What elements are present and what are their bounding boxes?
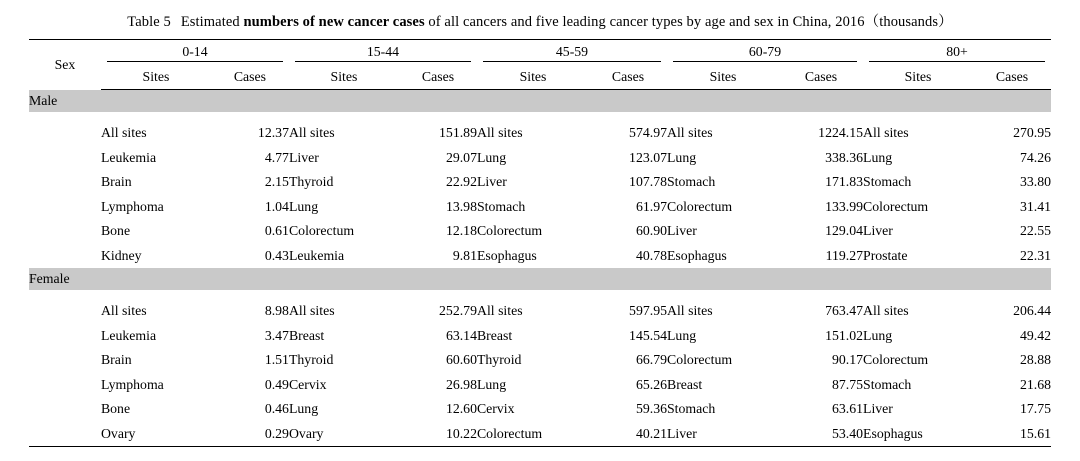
cases-cell: 0.49 [264,376,289,392]
table-row [29,170,1051,195]
cases-cell: 119.27 [825,247,864,263]
site-cell: Thyroid [288,174,334,190]
cases-cell: 338.36 [825,149,864,165]
cases-cell: 12.60 [445,401,477,417]
cases-cell: 270.95 [1013,125,1052,141]
cases-cell: 12.37 [257,125,289,141]
table-number: Table 5 [127,14,171,30]
table-row [29,422,1051,447]
cases-cell: 87.75 [831,376,864,392]
cases-cell: 66.79 [635,352,667,368]
cases-cell: 171.83 [825,174,864,190]
cases-cell: 63.14 [445,327,477,343]
site-cell: Kidney [100,247,142,263]
cases-cell: 40.78 [635,247,667,263]
header-sites-3: Sites [667,65,779,90]
site-cell: Colorectum [863,352,929,368]
site-cell: Esophagus [667,247,727,263]
row-indent [29,121,101,146]
cases-cell: 0.29 [211,422,289,447]
header-group-45-59 [477,40,667,66]
header-group-0-14 [101,40,289,66]
site-cell: All sites [863,303,909,319]
site-cell: Colorectum [288,223,355,239]
cases-cell: 151.89 [439,125,477,141]
site-cell: All sites [476,303,523,319]
table-row [29,397,1051,422]
site-cell: Brain [100,174,132,190]
row-indent [29,299,101,324]
site-cell: Stomach [476,198,526,214]
table-row [29,219,1051,244]
site-cell: Colorectum [476,223,543,239]
cases-cell: 2.15 [264,174,289,190]
table-row [29,373,1051,398]
site-cell: Ovary [101,422,211,447]
row-indent [29,219,101,244]
cases-cell: 31.41 [1019,198,1052,214]
site-cell: Cervix [288,376,327,392]
site-cell: Leukemia [288,247,345,263]
cases-cell: 145.54 [629,327,667,343]
cases-cell: 60.90 [635,223,667,239]
table-row [29,146,1051,171]
table-row [29,195,1051,220]
cases-cell: 22.92 [445,174,477,190]
cases-cell: 65.26 [635,376,667,392]
cases-cell: 90.17 [831,352,864,368]
row-indent [29,146,101,171]
cases-cell: 33.80 [1019,174,1052,190]
site-cell: Lung [667,149,697,165]
cases-cell: 252.79 [439,303,477,319]
table-row [29,348,1051,373]
site-cell: All sites [100,125,147,141]
header-sites-0: Sites [101,65,211,90]
header-group-label: 0-14 [107,44,283,62]
site-cell: Bone [100,401,131,417]
cases-cell: 129.04 [825,223,864,239]
site-cell: Liver [667,422,779,447]
site-cell: Esophagus [476,247,537,263]
spacer-row [29,290,1051,299]
cases-cell: 26.98 [445,376,477,392]
cases-cell: 8.98 [264,303,289,319]
header-cases-4: Cases [973,65,1051,90]
header-group-60-79 [667,40,863,66]
site-cell: Lymphoma [100,376,164,392]
site-cell: Stomach [667,401,716,417]
caption-text-after: of all cancers and five leading cancer types by age and sex in China, 2016（thousands） [424,14,953,30]
cases-cell: 3.47 [264,327,289,343]
table-row [29,299,1051,324]
table-row [29,121,1051,146]
cases-cell: 0.61 [264,223,289,239]
cases-cell: 123.07 [629,149,667,165]
table-body [29,40,1051,447]
site-cell: Liver [288,149,319,165]
cases-cell: 1224.15 [818,125,864,141]
site-cell: Breast [288,327,325,343]
section-band-male [29,90,1051,113]
site-cell: Stomach [863,174,912,190]
header-age-groups-row [29,40,1051,66]
header-group-label: 80+ [869,44,1045,62]
spacer-cell [29,112,1051,121]
cases-cell: 22.55 [1019,223,1052,239]
spacer-cell [29,290,1051,299]
section-label-male: Male [29,90,1051,113]
spacer-row [29,112,1051,121]
cases-cell: 133.99 [825,198,864,214]
cases-cell: 17.75 [1019,401,1052,417]
site-cell: Liver [863,223,893,239]
site-cell: Lung [863,149,893,165]
site-cell: Lung [863,327,893,343]
site-cell: Ovary [289,422,399,447]
section-band-female [29,268,1051,290]
site-cell: Leukemia [100,327,157,343]
cases-cell: 1.04 [264,198,289,214]
site-cell: All sites [667,303,713,319]
caption-text-bold: numbers of new cancer cases [243,14,425,30]
cases-cell: 60.60 [445,352,477,368]
header-group-15-44 [289,40,477,66]
site-cell: Colorectum [863,198,929,214]
header-sex-label: Sex [54,56,76,72]
cases-cell: 28.88 [1019,352,1052,368]
row-indent [29,244,101,269]
cases-cell: 206.44 [1013,303,1052,319]
site-cell: Liver [667,223,697,239]
header-sites-1: Sites [289,65,399,90]
cases-cell: 107.78 [629,174,667,190]
row-indent [29,397,101,422]
section-label-female: Female [29,268,1051,290]
site-cell: Lung [476,376,507,392]
site-cell: Liver [863,401,893,417]
header-sex-cell [29,40,101,90]
table-row [29,244,1051,269]
cases-cell: 40.21 [589,422,667,447]
site-cell: Lung [288,401,319,417]
site-cell: Liver [476,174,507,190]
row-indent [29,422,101,447]
site-cell: Thyroid [476,352,522,368]
cases-cell: 0.43 [264,247,289,263]
cases-cell: 21.68 [1019,376,1052,392]
site-cell: All sites [476,125,523,141]
caption-text-before: Estimated [180,14,244,30]
header-subcolumns-row [29,65,1051,90]
cases-cell: 9.81 [452,247,477,263]
row-indent [29,324,101,349]
cancer-cases-table [29,39,1051,447]
site-cell: All sites [863,125,909,141]
site-cell: Leukemia [100,149,157,165]
cases-cell: 61.97 [635,198,667,214]
header-sites-4: Sites [863,65,973,90]
cases-cell: 74.26 [1019,149,1052,165]
cases-cell: 4.77 [264,149,289,165]
cases-cell: 597.95 [629,303,667,319]
header-cases-3: Cases [779,65,863,90]
row-indent [29,170,101,195]
cases-cell: 0.46 [264,401,289,417]
site-cell: Stomach [863,376,912,392]
site-cell: All sites [288,303,335,319]
site-cell: Lymphoma [100,198,164,214]
cases-cell: 12.18 [445,223,477,239]
site-cell: All sites [288,125,335,141]
site-cell: Lung [288,198,319,214]
header-group-80plus [863,40,1051,66]
site-cell: Breast [667,376,703,392]
cases-cell: 49.42 [1019,327,1052,343]
cases-cell: 59.36 [635,401,667,417]
header-cases-1: Cases [399,65,477,90]
cases-cell: 53.40 [779,422,863,447]
cases-cell: 574.97 [629,125,667,141]
site-cell: Thyroid [288,352,334,368]
site-cell: Colorectum [667,352,733,368]
site-cell: Esophagus [863,422,973,447]
header-sites-2: Sites [477,65,589,90]
cases-cell: 763.47 [825,303,864,319]
site-cell: Breast [476,327,513,343]
site-cell: All sites [100,303,147,319]
site-cell: Brain [100,352,132,368]
cases-cell: 10.22 [399,422,477,447]
row-indent [29,348,101,373]
site-cell: Lung [476,149,507,165]
site-cell: Prostate [863,247,908,263]
site-cell: Bone [100,223,131,239]
site-cell: Stomach [667,174,716,190]
cases-cell: 13.98 [445,198,477,214]
cases-cell: 63.61 [831,401,864,417]
cases-cell: 151.02 [825,327,864,343]
table-caption [0,0,1080,39]
site-cell: Lung [667,327,697,343]
cases-cell: 1.51 [264,352,289,368]
cases-cell: 29.07 [445,149,477,165]
site-cell: Cervix [476,401,515,417]
header-group-label: 15-44 [295,44,471,62]
cases-cell: 15.61 [973,422,1051,447]
table-row [29,324,1051,349]
row-indent [29,373,101,398]
site-cell: Colorectum [667,198,733,214]
cases-cell: 22.31 [1019,247,1052,263]
row-indent [29,195,101,220]
site-cell: All sites [667,125,713,141]
header-group-label: 60-79 [673,44,857,62]
site-cell: Colorectum [477,422,589,447]
header-cases-2: Cases [589,65,667,90]
header-group-label: 45-59 [483,44,661,62]
header-cases-0: Cases [211,65,289,90]
